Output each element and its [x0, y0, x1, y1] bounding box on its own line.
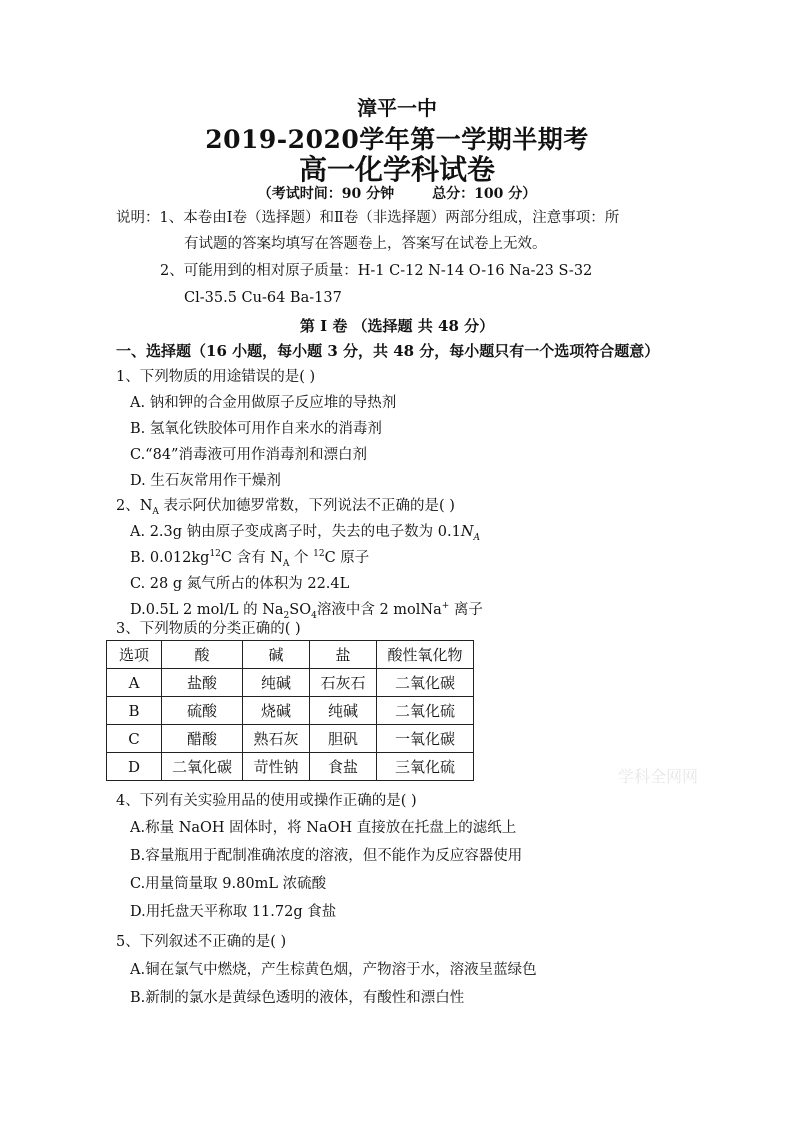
q4-option-a: A.称量 NaOH 固体时，将 NaOH 直接放在托盘上的滤纸上	[130, 820, 517, 836]
instructions-line-1: 说明：1、本卷由Ⅰ卷（选择题）和Ⅱ卷（非选择题）两部分组成，注意事项：所	[116, 210, 620, 226]
exam-time: （考试时间：90 分钟	[257, 186, 395, 202]
exam-term: 2019-2020学年第一学期半期考	[205, 125, 589, 154]
exam-score: 总分：100 分）	[432, 186, 537, 202]
table-header-cell: 碱	[243, 641, 310, 669]
table-row	[107, 753, 474, 781]
table-cell: C	[107, 725, 162, 753]
q1-option-b: B. 氢氧化铁胶体可用作自来水的消毒剂	[130, 421, 382, 437]
table-cell: D	[107, 753, 162, 781]
q1-option-c: C.“84”消毒液可用作消毒剂和漂白剂	[130, 447, 367, 463]
table-cell: 胆矾	[310, 725, 377, 753]
table-header-cell: 酸性氧化物	[377, 641, 474, 669]
table-cell: 熟石灰	[243, 725, 310, 753]
q4-option-c: C.用量筒量取 9.80mL 浓硫酸	[130, 876, 327, 892]
q5-option-a: A.铜在氯气中燃烧，产生棕黄色烟，产物溶于水，溶液呈蓝绿色	[130, 962, 537, 978]
exam-info	[0, 183, 794, 203]
q2-option-a: A. 2.3g 钠由原子变成离子时，失去的电子数为 $0.1N_A$	[130, 524, 480, 543]
table-cell: 石灰石	[310, 669, 377, 697]
table-cell: 二氧化碳	[377, 669, 474, 697]
school-name: 漳平一中	[357, 96, 437, 120]
table-cell: 纯碱	[310, 697, 377, 725]
table-cell: 二氧化碳	[162, 753, 243, 781]
q2-stem: 2、$N_A$ 表示阿伏加德罗常数，下列说法不正确的是( )	[116, 498, 455, 517]
table-cell: 苛性钠	[243, 753, 310, 781]
part-1-title: 第 Ⅰ 卷 （选择题 共 48 分）	[299, 317, 495, 335]
q5-option-b: B.新制的氯水是黄绿色透明的液体，有酸性和漂白性	[130, 990, 465, 1006]
table-header-cell: 盐	[310, 641, 377, 669]
watermark: 学科全网网	[618, 767, 699, 786]
table-cell: A	[107, 669, 162, 697]
table-cell: 烧碱	[243, 697, 310, 725]
table-row	[107, 697, 474, 725]
table-cell: 硫酸	[162, 697, 243, 725]
q2-option-b: B. $0.012kg^{12}C$ 含有 $N_A$ 个 $^{12}$C 原子	[130, 549, 370, 569]
table-header-cell: 酸	[162, 641, 243, 669]
q1-option-d: D. 生石灰常用作干燥剂	[130, 473, 281, 489]
table-header-cell: 选项	[107, 641, 162, 669]
section-1-title: 一、选择题（16 小题，每小题 3 分，共 48 分，每小题只有一个选项符合题意）	[116, 342, 660, 360]
table-cell: 三氧化硫	[377, 753, 474, 781]
table-row	[107, 669, 474, 697]
table-cell: 纯碱	[243, 669, 310, 697]
table-cell: B	[107, 697, 162, 725]
table-cell: 盐酸	[162, 669, 243, 697]
table-cell: 一氧化碳	[377, 725, 474, 753]
instructions-line-2: 有试题的答案均填写在答题卷上，答案写在试卷上无效。	[184, 236, 547, 252]
q1-stem: 1、下列物质的用途错误的是( )	[116, 369, 316, 385]
table-cell: 食盐	[310, 753, 377, 781]
q2-option-d: D.0.5L 2 mol/L 的 $Na_2SO_4$溶液中含 2 molNa+ 离子	[130, 601, 483, 621]
q2-option-c: C. 28 g 氮气所占的体积为 22.4L	[130, 576, 350, 592]
exam-subject-title: 高一化学科试卷	[298, 153, 495, 186]
table-row	[107, 725, 474, 753]
q4-stem: 4、下列有关实验用品的使用或操作正确的是( )	[116, 793, 417, 809]
q4-option-b: B.容量瓶用于配制准确浓度的溶液，但不能作为反应容器使用	[130, 848, 523, 864]
q1-option-a: A. 钠和钾的合金用做原子反应堆的导热剂	[130, 395, 397, 411]
q4-option-d: D.用托盘天平称取 11.72g 食盐	[130, 904, 337, 920]
q3-stem: 3、下列物质的分类正确的( )	[116, 621, 301, 637]
table-cell: 醋酸	[162, 725, 243, 753]
q5-stem: 5、下列叙述不正确的是( )	[116, 934, 287, 950]
table-header-row	[107, 641, 474, 669]
q3-classification-table	[106, 640, 474, 781]
instructions-line-3: 2、可能用到的相对原子质量：H-1 C-12 N-14 O-16 Na-23 S-32	[160, 263, 593, 279]
instructions-line-4: Cl-35.5 Cu-64 Ba-137	[184, 290, 342, 306]
table-cell: 二氧化硫	[377, 697, 474, 725]
